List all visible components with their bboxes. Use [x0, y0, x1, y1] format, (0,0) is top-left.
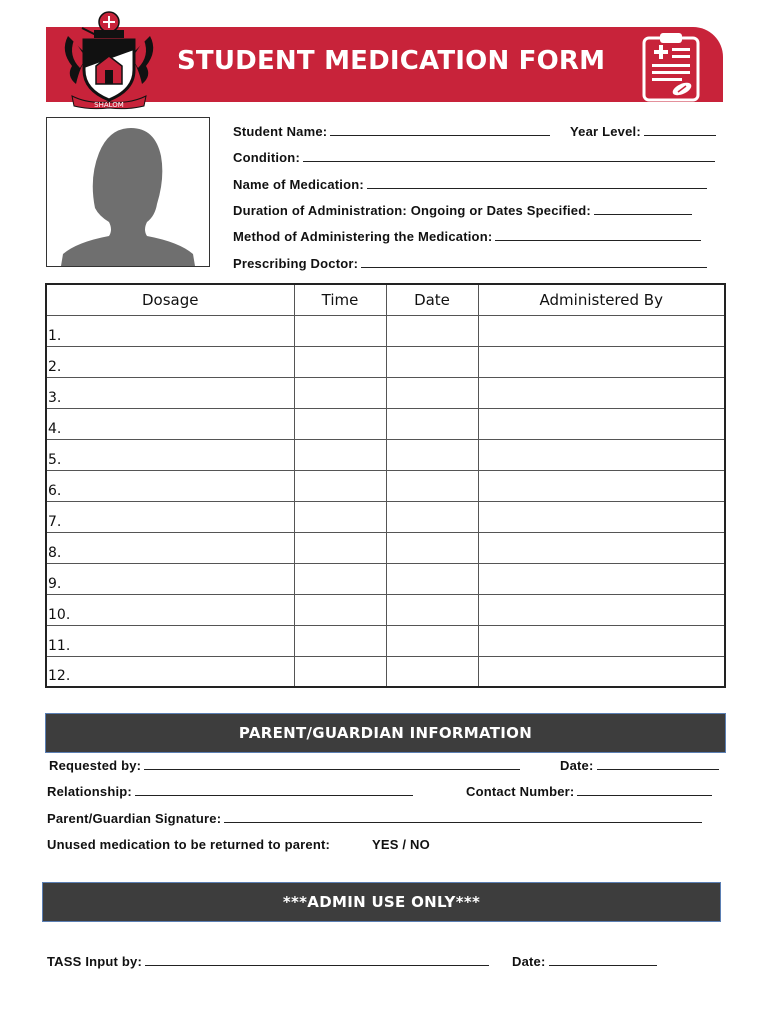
year-level-label: Year Level: [570, 124, 641, 139]
contact-number-label: Contact Number: [466, 784, 575, 799]
dosage-cell[interactable] [46, 501, 294, 532]
dosage-row [46, 656, 725, 687]
dosage-row [46, 439, 725, 470]
parent-date-line[interactable] [597, 759, 719, 770]
dosage-cell[interactable] [46, 439, 294, 470]
time-cell[interactable] [294, 625, 386, 656]
date-header: Date [386, 284, 478, 315]
contact-number-line[interactable] [577, 785, 712, 796]
administered-by-cell[interactable] [478, 377, 725, 408]
administered-by-header: Administered By [478, 284, 725, 315]
time-cell[interactable] [294, 470, 386, 501]
dosage-cell[interactable] [46, 346, 294, 377]
dosage-cell[interactable] [46, 656, 294, 687]
dosage-table-header [46, 284, 725, 315]
row-number: 7. [48, 513, 62, 530]
row-number: 5. [48, 451, 62, 468]
person-silhouette-icon [47, 118, 209, 266]
admin-date-label: Date: [512, 954, 546, 969]
row-number: 2. [48, 358, 62, 375]
administered-by-cell[interactable] [478, 470, 725, 501]
administered-by-cell[interactable] [478, 563, 725, 594]
prescribing-doctor-field[interactable] [233, 256, 707, 271]
dosage-row [46, 346, 725, 377]
signature-line[interactable] [224, 812, 702, 823]
medication-name-line[interactable] [367, 178, 707, 189]
row-number: 3. [48, 389, 62, 406]
row-number: 1. [48, 327, 62, 344]
administered-by-cell[interactable] [478, 656, 725, 687]
signature-label: Parent/Guardian Signature: [47, 811, 222, 826]
date-cell[interactable] [386, 625, 478, 656]
requested-by-line[interactable] [144, 759, 520, 770]
administered-by-cell[interactable] [478, 315, 725, 346]
prescribing-doctor-label: Prescribing Doctor: [233, 256, 359, 271]
administered-by-cell[interactable] [478, 501, 725, 532]
requested-by-label: Requested by: [49, 758, 142, 773]
date-cell[interactable] [386, 501, 478, 532]
date-cell[interactable] [386, 656, 478, 687]
condition-label: Condition: [233, 150, 300, 165]
dosage-cell[interactable] [46, 315, 294, 346]
administered-by-cell[interactable] [478, 439, 725, 470]
dosage-cell[interactable] [46, 470, 294, 501]
row-number: 12. [48, 668, 71, 684]
row-number: 6. [48, 482, 62, 499]
administered-by-cell[interactable] [478, 594, 725, 625]
administered-by-cell[interactable] [478, 408, 725, 439]
unused-medication-field [47, 837, 330, 852]
time-cell[interactable] [294, 501, 386, 532]
dosage-row [46, 501, 725, 532]
time-cell[interactable] [294, 656, 386, 687]
student-name-label: Student Name: [233, 124, 328, 139]
duration-line[interactable] [594, 204, 692, 215]
dosage-row [46, 408, 725, 439]
date-cell[interactable] [386, 563, 478, 594]
time-cell[interactable] [294, 563, 386, 594]
date-cell[interactable] [386, 594, 478, 625]
dosage-row [46, 625, 725, 656]
dosage-header: Dosage [46, 284, 294, 315]
date-cell[interactable] [386, 346, 478, 377]
tass-input-field[interactable] [47, 954, 489, 969]
dosage-cell[interactable] [46, 532, 294, 563]
relationship-label: Relationship: [47, 784, 132, 799]
admin-date-line[interactable] [549, 955, 657, 966]
date-cell[interactable] [386, 315, 478, 346]
year-level-field[interactable] [570, 124, 716, 139]
tass-input-label: TASS Input by: [47, 954, 142, 969]
date-cell[interactable] [386, 470, 478, 501]
row-number: 10. [48, 606, 71, 623]
dosage-cell[interactable] [46, 377, 294, 408]
dosage-cell[interactable] [46, 594, 294, 625]
condition-line[interactable] [303, 151, 715, 162]
condition-field[interactable] [233, 150, 715, 165]
duration-label: Duration of Administration: Ongoing or Dates Specified: [233, 203, 591, 218]
dosage-row [46, 315, 725, 346]
dosage-row [46, 563, 725, 594]
row-number: 8. [48, 544, 62, 561]
admin-use-header: ***ADMIN USE ONLY*** [42, 882, 721, 922]
dosage-row [46, 470, 725, 501]
time-cell[interactable] [294, 377, 386, 408]
duration-field[interactable] [233, 203, 692, 218]
dosage-cell[interactable] [46, 408, 294, 439]
method-line[interactable] [495, 230, 701, 241]
method-field[interactable] [233, 229, 701, 244]
dosage-table [45, 283, 726, 688]
time-cell[interactable] [294, 346, 386, 377]
medication-name-field[interactable] [233, 177, 707, 192]
time-cell[interactable] [294, 408, 386, 439]
tass-input-line[interactable] [145, 955, 489, 966]
form-title: STUDENT MEDICATION FORM [177, 46, 606, 76]
date-cell[interactable] [386, 439, 478, 470]
date-cell[interactable] [386, 532, 478, 563]
student-name-line[interactable] [330, 125, 550, 136]
administered-by-cell[interactable] [478, 625, 725, 656]
row-number: 9. [48, 575, 62, 592]
dosage-row [46, 594, 725, 625]
requested-by-field[interactable] [49, 758, 520, 773]
contact-number-field[interactable] [466, 784, 712, 799]
admin-date-field[interactable] [512, 954, 657, 969]
time-cell[interactable] [294, 439, 386, 470]
relationship-line[interactable] [135, 785, 413, 796]
row-number: 11. [48, 637, 71, 654]
parent-guardian-header: PARENT/GUARDIAN INFORMATION [45, 713, 726, 753]
date-cell[interactable] [386, 408, 478, 439]
date-cell[interactable] [386, 377, 478, 408]
medical-clipboard-icon [640, 30, 702, 102]
unused-medication-label: Unused medication to be returned to parent: [47, 837, 331, 852]
yes-no-option[interactable]: YES / NO [372, 837, 430, 852]
dosage-cell[interactable] [46, 625, 294, 656]
signature-field[interactable] [47, 811, 702, 826]
student-name-field[interactable] [233, 124, 550, 139]
crest-motto: SHALOM [94, 101, 124, 109]
prescribing-doctor-line[interactable] [361, 257, 707, 268]
student-photo-placeholder[interactable] [46, 117, 210, 267]
time-cell[interactable] [294, 532, 386, 563]
year-level-line[interactable] [644, 125, 716, 136]
row-number: 4. [48, 420, 62, 437]
dosage-row [46, 532, 725, 563]
administered-by-cell[interactable] [478, 532, 725, 563]
time-cell[interactable] [294, 594, 386, 625]
time-cell[interactable] [294, 315, 386, 346]
time-header: Time [294, 284, 386, 315]
parent-date-label: Date: [560, 758, 594, 773]
parent-date-field[interactable] [560, 758, 719, 773]
medication-name-label: Name of Medication: [233, 177, 364, 192]
relationship-field[interactable] [47, 784, 413, 799]
administered-by-cell[interactable] [478, 346, 725, 377]
dosage-row [46, 377, 725, 408]
school-crest-icon [58, 6, 160, 110]
dosage-cell[interactable] [46, 563, 294, 594]
method-label: Method of Administering the Medication: [233, 229, 493, 244]
